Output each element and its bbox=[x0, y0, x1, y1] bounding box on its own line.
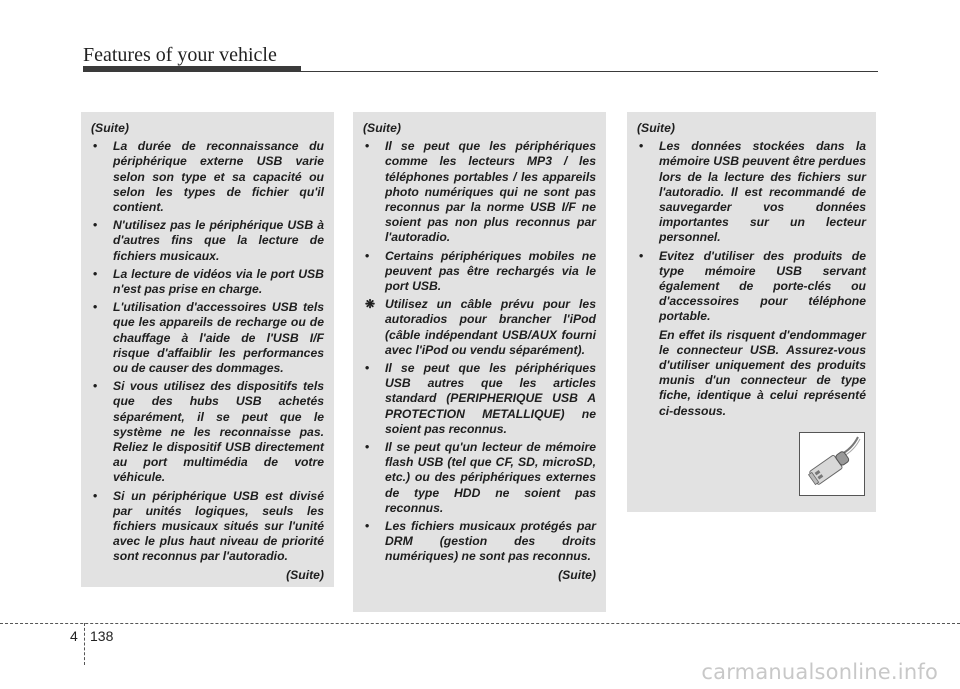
paragraph: En effet ils risquent d'endommager le connecteur USB. Assurez-vous d'utiliser uniquement des produits munis d'un connecteur de type fiche, identique à celui représenté ci-dessous. bbox=[659, 327, 866, 418]
continued-label: (Suite) bbox=[637, 121, 675, 135]
note-star-icon: ❋ bbox=[365, 297, 376, 312]
usb-plug-image bbox=[799, 432, 865, 496]
bullet-item: • La lecture de vidéos via le port USB n'est pas prise en charge. bbox=[93, 266, 324, 297]
page-header-title: Features of your vehicle bbox=[83, 44, 277, 66]
page-number: 138 bbox=[90, 628, 114, 644]
bullet-item: • Il se peut que les périphériques USB autres que les articles standard (PERIPHERIQUE USB A PROTECTION METALLIQUE) ne soient pas reconnus. bbox=[365, 361, 596, 436]
header-rule-thin bbox=[83, 71, 878, 72]
bullet-item: • Il se peut qu'un lecteur de mémoire flash USB (tel que CF, SD, microSD, etc.) ou des périphériques externes de type HDD ne soient pas reconnus. bbox=[365, 440, 596, 515]
text-column-1 bbox=[81, 112, 334, 587]
continued-label: (Suite) bbox=[363, 121, 401, 135]
bullet-item: • Les données stockées dans la mémoire USB peuvent être perdues lors de la lecture des fichiers sur l'autoradio. Il est recommandé de sauvegarder vos données importantes sur un lecteur personnel. bbox=[639, 139, 866, 245]
bullet-item: • Il se peut que les périphériques comme les lecteurs MP3 / les téléphones portables / les appareils photo numériques qui ne sont pas reconnus par la norme USB I/F ne soient pas non plus reconnus par l'autoradio. bbox=[365, 139, 596, 245]
continued-label: (Suite) bbox=[91, 121, 129, 135]
chapter-number: 4 bbox=[70, 628, 78, 644]
bullet-item: • N'utilisez pas le périphérique USB à d'autres fins que la lecture de fichiers musicaux. bbox=[93, 218, 324, 263]
note-item: ❋ Utilisez un câble prévu pour les autoradios pour brancher l'iPod (câble indépendant USB/AUX fourni avec l'iPod ou vendu séparément). bbox=[365, 297, 596, 357]
page-number-separator bbox=[84, 623, 85, 665]
bullet-item: • Evitez d'utiliser des produits de type mémoire USB servant également de porte-clés ou d'accessoires pour téléphone portable. bbox=[639, 248, 866, 324]
continued-footer: (Suite) bbox=[286, 567, 324, 582]
bullet-item: • Si vous utilisez des dispositifs tels que des hubs USB achetés séparément, il se peut que le système ne les reconnaisse pas. Reliez le dispositif USB directement au port multimédia de votre véhicule. bbox=[93, 379, 324, 485]
usb-stick-icon bbox=[800, 433, 864, 495]
watermark: carmanualsonline.info bbox=[701, 660, 938, 684]
footer-rule bbox=[0, 623, 960, 624]
text-column-2 bbox=[353, 112, 606, 612]
bullet-item: • Les fichiers musicaux protégés par DRM (gestion des droits numériques) ne sont pas reconnus. bbox=[365, 519, 596, 564]
bullet-item: • Si un périphérique USB est divisé par unités logiques, seuls les fichiers musicaux situés sur l'unité avec le plus haut niveau de priorité sont reconnus par l'autoradio. bbox=[93, 488, 324, 564]
bullet-item: • Certains périphériques mobiles ne peuvent pas être rechargés via le port USB. bbox=[365, 248, 596, 294]
bullet-item: • L'utilisation d'accessoires USB tels que les appareils de recharge ou de chauffage à l'aide de l'USB I/F risque d'affaiblir les performances ou de causer des dommages. bbox=[93, 300, 324, 376]
bullet-item: • La durée de reconnaissance du périphérique externe USB varie selon son type et sa capacité ou selon les types de fichier qu'il contient. bbox=[93, 139, 324, 215]
continued-footer: (Suite) bbox=[558, 567, 596, 582]
